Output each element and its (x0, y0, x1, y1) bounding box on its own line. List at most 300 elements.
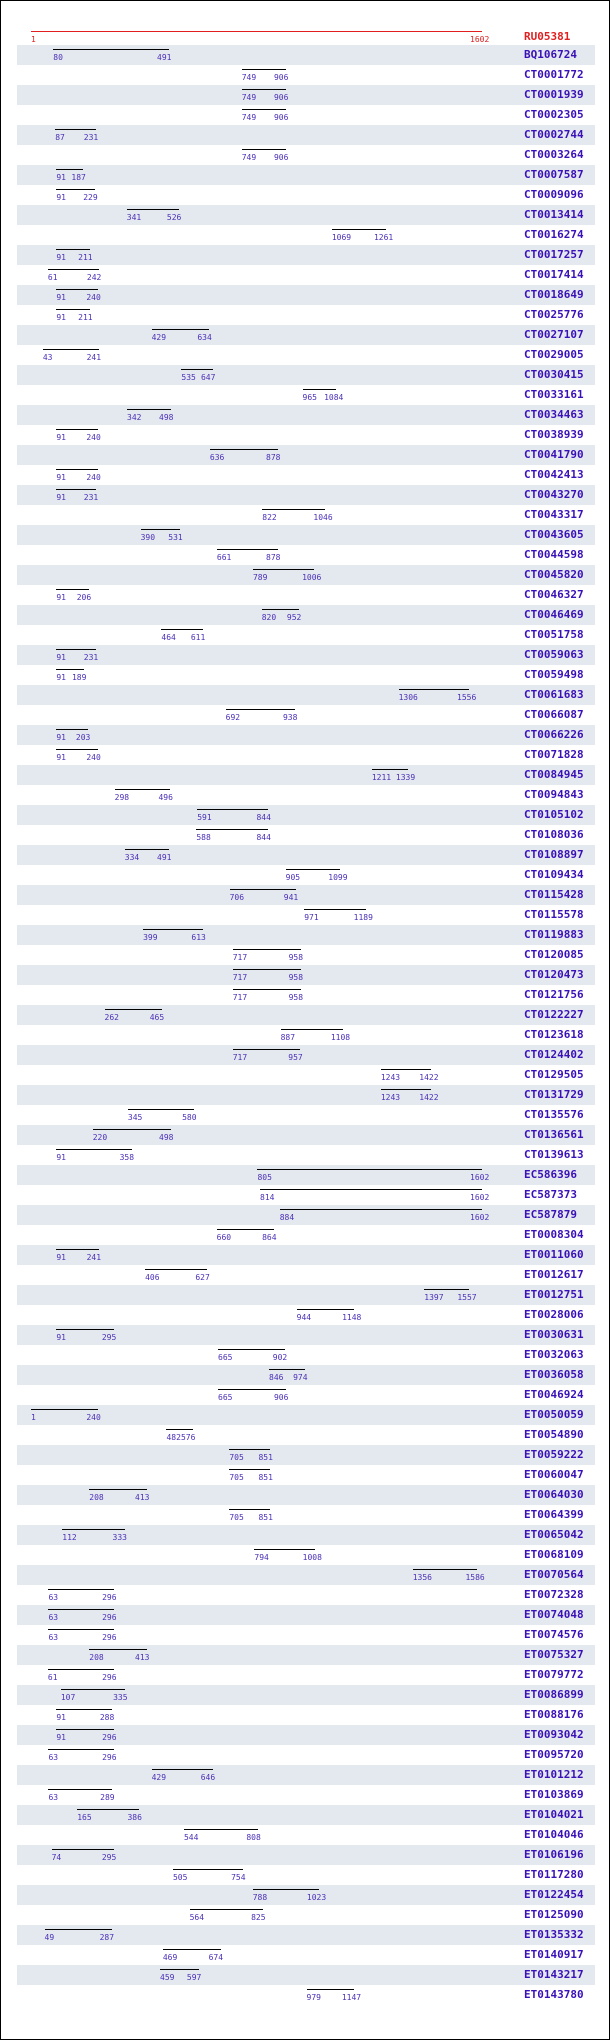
alignment-span-line (233, 949, 301, 950)
alignment-start-coordinate: 591 (197, 813, 212, 822)
accession-link[interactable]: CT0034463 (524, 408, 584, 421)
accession-link[interactable]: ET0106196 (524, 1848, 584, 1861)
alignment-start-coordinate: 469 (162, 1953, 178, 1962)
alignment-start-coordinate: 87 (55, 133, 65, 142)
accession-link[interactable]: ET0046924 (524, 1388, 584, 1401)
alignment-row (17, 1345, 595, 1365)
accession-link[interactable]: CT0115428 (524, 888, 584, 901)
alignment-row (17, 1465, 595, 1485)
accession-link[interactable]: CT0121756 (524, 988, 584, 1001)
accession-link[interactable]: ET0012751 (524, 1288, 584, 1301)
alignment-span-line (48, 1629, 114, 1630)
alignment-span-line (56, 289, 98, 290)
alignment-span-line (233, 1049, 301, 1050)
alignment-end-coordinate: 1084 (324, 393, 344, 402)
accession-link[interactable]: CT0044598 (524, 548, 584, 561)
alignment-span-line (125, 849, 169, 850)
alignment-span-line (145, 1269, 207, 1270)
alignment-row (17, 545, 595, 565)
alignment-span-line (93, 1129, 171, 1130)
alignment-row (17, 65, 595, 85)
alignment-end-coordinate: 1261 (373, 233, 394, 242)
accession-link[interactable]: ET0093042 (524, 1728, 584, 1741)
accession-link[interactable]: CT0042413 (524, 468, 584, 481)
accession-link[interactable]: ET0104021 (524, 1808, 584, 1821)
alignment-start-coordinate: 91 (56, 1733, 66, 1742)
alignment-row (17, 985, 595, 1005)
alignment-row (17, 845, 595, 865)
alignment-row (17, 405, 595, 425)
alignment-start-coordinate: 884 (279, 1213, 295, 1222)
alignment-span-line (56, 309, 90, 310)
accession-link[interactable]: CT0108897 (524, 848, 584, 861)
alignment-span-line (128, 1109, 194, 1110)
accession-link[interactable]: ET0086899 (524, 1688, 584, 1701)
alignment-end-coordinate: 335 (113, 1693, 128, 1702)
alignment-span-line (229, 1509, 270, 1510)
accession-link[interactable]: CT0002744 (524, 128, 584, 141)
accession-link[interactable]: ET0140917 (524, 1948, 584, 1961)
alignment-row (17, 1865, 595, 1885)
alignment-end-coordinate: 1147 (341, 1993, 362, 2002)
accession-link[interactable]: ET0032063 (524, 1348, 584, 1361)
accession-link[interactable]: CT0123618 (524, 1028, 584, 1041)
accession-link[interactable]: ET0070564 (524, 1568, 584, 1581)
alignment-end-coordinate: 938 (282, 713, 298, 722)
alignment-span-line (56, 189, 95, 190)
alignment-row (17, 1365, 595, 1385)
alignment-row (17, 465, 595, 485)
alignment-end-coordinate: 952 (286, 613, 302, 622)
alignment-end-coordinate: 878 (266, 553, 281, 562)
accession-link[interactable]: CT0051758 (524, 628, 584, 641)
alignment-row (17, 1685, 595, 1705)
alignment-row (17, 1145, 595, 1165)
accession-link[interactable]: CT0043317 (524, 508, 584, 521)
accession-link[interactable]: CT0027107 (524, 328, 584, 341)
alignment-start-coordinate: 564 (189, 1913, 205, 1922)
alignment-start-coordinate: 660 (216, 1233, 232, 1242)
alignment-row (17, 1605, 595, 1625)
accession-link[interactable]: ET0030631 (524, 1328, 584, 1341)
alignment-row (17, 285, 595, 305)
accession-link[interactable]: ET0008304 (524, 1228, 584, 1241)
accession-link[interactable]: CT0013414 (524, 208, 584, 221)
alignment-end-coordinate: 289 (100, 1793, 115, 1802)
alignment-row (17, 885, 595, 905)
alignment-end-coordinate: 242 (86, 273, 102, 282)
alignment-row (17, 165, 595, 185)
alignment-row (17, 1505, 595, 1525)
alignment-start-coordinate: 965 (302, 393, 317, 402)
alignment-row (17, 785, 595, 805)
alignment-span-line (269, 1369, 305, 1370)
alignment-span-line (217, 549, 278, 550)
alignment-end-coordinate: 906 (273, 1393, 289, 1402)
accession-link[interactable]: CT0139613 (524, 1148, 584, 1161)
accession-link[interactable]: ET0095720 (524, 1748, 584, 1761)
accession-link[interactable]: ET0104046 (524, 1828, 584, 1841)
alignment-start-coordinate: 74 (51, 1853, 62, 1862)
alignment-row (17, 525, 595, 545)
accession-link[interactable]: ET0101212 (524, 1768, 584, 1781)
accession-link[interactable]: CT0059063 (524, 648, 584, 661)
alignment-row (17, 1965, 595, 1985)
alignment-end-coordinate: 496 (158, 793, 173, 802)
accession-link[interactable]: CT0041790 (524, 448, 584, 461)
accession-link[interactable]: ET0143217 (524, 1968, 584, 1981)
alignment-start-coordinate: 971 (304, 913, 319, 922)
alignment-row (17, 945, 595, 965)
accession-link[interactable]: CT0124402 (524, 1048, 584, 1061)
alignment-span-line (56, 429, 98, 430)
alignment-row (17, 1125, 595, 1145)
alignment-end-coordinate: 902 (272, 1353, 288, 1362)
alignment-end-coordinate: 851 (258, 1513, 273, 1522)
alignment-start-coordinate: 341 (126, 213, 142, 222)
accession-link[interactable]: CT0029005 (524, 348, 584, 361)
alignment-start-coordinate: 91 (56, 253, 66, 262)
alignment-span-line (55, 129, 96, 130)
alignment-row (17, 965, 595, 985)
alignment-row (17, 105, 595, 125)
alignment-row (17, 125, 595, 145)
accession-link[interactable]: CT0017257 (524, 248, 584, 261)
accession-link[interactable]: ET0075327 (524, 1648, 584, 1661)
alignment-end-coordinate: 203 (75, 733, 91, 742)
alignment-start-coordinate: 345 (127, 1113, 143, 1122)
alignment-start-coordinate: 63 (48, 1753, 59, 1762)
alignment-row (17, 1625, 595, 1645)
reference-start-coordinate: 1 (31, 35, 36, 44)
alignment-span-line (372, 769, 408, 770)
alignment-span-line (48, 269, 99, 270)
alignment-start-coordinate: 91 (56, 1153, 66, 1162)
accession-link[interactable]: CT0120085 (524, 948, 584, 961)
alignment-row (17, 1705, 595, 1725)
alignment-start-coordinate: 61 (47, 1673, 58, 1682)
accession-link[interactable]: CT0119883 (524, 928, 584, 941)
alignment-start-coordinate: 91 (56, 593, 66, 602)
alignment-start-coordinate: 91 (56, 473, 66, 482)
alignment-span-line (160, 1969, 199, 1970)
alignment-row (17, 365, 595, 385)
alignment-span-line (56, 1249, 98, 1250)
alignment-end-coordinate: 240 (86, 1413, 101, 1422)
alignment-start-coordinate: 749 (241, 153, 257, 162)
alignment-row (17, 1765, 595, 1785)
accession-link[interactable]: CT0017414 (524, 268, 584, 281)
accession-link[interactable]: CT0136561 (524, 1128, 584, 1141)
alignment-start-coordinate: 788 (252, 1893, 268, 1902)
alignment-span-line (260, 1189, 482, 1190)
accession-link[interactable]: ET0068109 (524, 1548, 584, 1561)
accession-link[interactable]: ET0079772 (524, 1668, 584, 1681)
accession-link[interactable]: ET0088176 (524, 1708, 584, 1721)
alignment-start-coordinate: 342 (127, 413, 142, 422)
accession-link[interactable]: ET0036058 (524, 1368, 584, 1381)
alignment-span-line (56, 1709, 111, 1710)
accession-link[interactable]: CT0061683 (524, 688, 584, 701)
accession-link[interactable]: CT0094843 (524, 788, 584, 801)
alignment-row (17, 1785, 595, 1805)
accession-link[interactable]: ET0122454 (524, 1888, 584, 1901)
alignment-span-line (152, 329, 210, 330)
alignment-span-line (190, 1909, 264, 1910)
alignment-span-line (332, 229, 386, 230)
alignment-end-coordinate: 878 (266, 453, 281, 462)
accession-link[interactable]: ET0074576 (524, 1628, 584, 1641)
alignment-end-coordinate: 958 (288, 993, 304, 1002)
alignment-end-coordinate: 1108 (330, 1033, 351, 1042)
alignment-row (17, 1425, 595, 1445)
accession-link[interactable]: CT0071828 (524, 748, 584, 761)
alignment-end-coordinate: 333 (112, 1533, 127, 1542)
alignment-span-line (242, 69, 286, 70)
alignment-end-coordinate: 844 (256, 813, 271, 822)
alignment-end-coordinate: 1422 (419, 1073, 439, 1082)
alignment-span-line (242, 89, 286, 90)
alignment-span-line (56, 749, 98, 750)
alignment-start-coordinate: 505 (172, 1873, 188, 1882)
alignment-end-coordinate: 296 (102, 1753, 117, 1762)
alignment-start-coordinate: 1069 (331, 233, 352, 242)
alignment-span-line (254, 1549, 314, 1550)
alignment-span-line (48, 1789, 112, 1790)
accession-link[interactable]: CT0135576 (524, 1108, 584, 1121)
accession-link[interactable]: CT0003264 (524, 148, 584, 161)
alignment-end-coordinate: 1557 (457, 1293, 477, 1302)
alignment-start-coordinate: 406 (145, 1273, 160, 1282)
alignment-row (17, 1585, 595, 1605)
alignment-span-line (230, 889, 296, 890)
alignment-end-coordinate: 296 (102, 1613, 117, 1622)
alignment-start-coordinate: 220 (92, 1133, 108, 1142)
alignment-end-coordinate: 674 (208, 1953, 224, 1962)
alignment-start-coordinate: 544 (183, 1833, 199, 1842)
alignment-span-line (226, 709, 295, 710)
alignment-end-coordinate: 1189 (353, 913, 373, 922)
alignment-start-coordinate: 846 (269, 1373, 284, 1382)
alignment-span-line (197, 809, 268, 810)
accession-link[interactable]: CT0030415 (524, 368, 584, 381)
alignment-end-coordinate: 531 (168, 533, 183, 542)
alignment-span-line (257, 1169, 482, 1170)
accession-link[interactable]: ET0143780 (524, 1988, 584, 2001)
accession-link[interactable]: ET0028006 (524, 1308, 584, 1321)
accession-link[interactable]: CT0046469 (524, 608, 584, 621)
accession-link[interactable]: EC587373 (524, 1188, 577, 1201)
accession-link[interactable]: CT0043270 (524, 488, 584, 501)
alignment-end-coordinate: 864 (262, 1233, 277, 1242)
accession-link[interactable]: ET0103869 (524, 1788, 584, 1801)
alignment-start-coordinate: 749 (241, 113, 257, 122)
alignment-row (17, 685, 595, 705)
alignment-span-line (56, 669, 84, 670)
alignment-start-coordinate: 636 (209, 453, 225, 462)
alignment-start-coordinate: 717 (232, 1053, 248, 1062)
accession-link[interactable]: ET0059222 (524, 1448, 584, 1461)
accession-link[interactable]: CT0016274 (524, 228, 584, 241)
alignment-end-coordinate: 634 (197, 333, 212, 342)
alignment-start-coordinate: 705 (229, 1473, 244, 1482)
alignment-span-line (413, 1569, 478, 1570)
alignment-row (17, 1665, 595, 1685)
accession-link[interactable]: ET0117280 (524, 1868, 584, 1881)
alignment-row (17, 825, 595, 845)
alignment-row (17, 1985, 595, 2005)
alignment-span-line (127, 209, 179, 210)
alignment-start-coordinate: 91 (56, 293, 66, 302)
alignment-end-coordinate: 491 (157, 53, 172, 62)
alignment-end-coordinate: 240 (86, 473, 101, 482)
accession-link[interactable]: CT0109434 (524, 868, 584, 881)
accession-link[interactable]: CT0105102 (524, 808, 584, 821)
accession-link[interactable]: ET0054890 (524, 1428, 584, 1441)
alignment-end-coordinate: 231 (83, 653, 99, 662)
accession-link[interactable]: BQ106724 (524, 48, 577, 61)
accession-link[interactable]: CT0084945 (524, 768, 584, 781)
accession-link[interactable]: CT0059498 (524, 668, 584, 681)
accession-link[interactable]: CT0129505 (524, 1068, 584, 1081)
accession-link[interactable]: EC586396 (524, 1168, 577, 1181)
alignment-start-coordinate: 887 (280, 1033, 296, 1042)
alignment-start-coordinate: 814 (260, 1193, 275, 1202)
alignment-row (17, 245, 595, 265)
alignment-end-coordinate: 974 (293, 1373, 308, 1382)
alignment-start-coordinate: 794 (254, 1553, 269, 1562)
alignment-start-coordinate: 298 (114, 793, 130, 802)
alignment-span-line (56, 1729, 114, 1730)
alignment-span-line (381, 1069, 431, 1070)
alignment-start-coordinate: 262 (104, 1013, 119, 1022)
alignment-end-coordinate: 597 (186, 1973, 202, 1982)
alignment-row (17, 1745, 595, 1765)
alignment-span-line (217, 1229, 274, 1230)
accession-link[interactable]: ET0135332 (524, 1928, 584, 1941)
alignment-span-line (48, 1669, 114, 1670)
accession-link[interactable]: CT0001939 (524, 88, 584, 101)
alignment-start-coordinate: 91 (56, 493, 66, 502)
accession-link[interactable]: CT0038939 (524, 428, 584, 441)
alignment-end-coordinate: 844 (256, 833, 271, 842)
alignment-start-coordinate: 717 (232, 993, 248, 1002)
alignment-row (17, 765, 595, 785)
alignment-start-coordinate: 588 (196, 833, 211, 842)
alignment-row (17, 85, 595, 105)
accession-link[interactable]: ET0064030 (524, 1488, 584, 1501)
alignment-row (17, 305, 595, 325)
alignment-row (17, 445, 595, 465)
accession-link[interactable]: CT0120473 (524, 968, 584, 981)
alignment-row (17, 1245, 595, 1265)
alignment-start-coordinate: 905 (285, 873, 301, 882)
alignment-span-line (31, 1409, 98, 1410)
alignment-row (17, 345, 595, 365)
accession-link[interactable]: CT0025776 (524, 308, 584, 321)
accession-link[interactable]: CT0045820 (524, 568, 584, 581)
accession-link[interactable]: CT0046327 (524, 588, 584, 601)
accession-link[interactable]: CT0066087 (524, 708, 584, 721)
accession-link[interactable]: ET0012617 (524, 1268, 584, 1281)
alignment-row (17, 1045, 595, 1065)
alignment-span-line (304, 909, 365, 910)
alignment-span-line (56, 489, 95, 490)
accession-link[interactable]: ET0072328 (524, 1588, 584, 1601)
accession-link[interactable]: CT0009096 (524, 188, 584, 201)
alignment-row (17, 745, 595, 765)
alignment-row (17, 1805, 595, 1825)
alignment-start-coordinate: 705 (229, 1453, 244, 1462)
accession-link[interactable]: CT0018649 (524, 288, 584, 301)
alignment-start-coordinate: 107 (60, 1693, 76, 1702)
accession-link[interactable]: ET0074048 (524, 1608, 584, 1621)
alignment-start-coordinate: 482 (166, 1433, 181, 1442)
alignment-end-coordinate: 231 (83, 133, 99, 142)
alignment-row (17, 225, 595, 245)
alignment-end-coordinate: 580 (182, 1113, 197, 1122)
alignment-end-coordinate: 1602 (470, 1193, 490, 1202)
alignment-row (17, 1265, 595, 1285)
accession-link[interactable]: ET0011060 (524, 1248, 584, 1261)
accession-link[interactable]: CT0002305 (524, 108, 584, 121)
accession-link[interactable]: CT0007587 (524, 168, 584, 181)
alignment-start-coordinate: 165 (77, 1813, 92, 1822)
alignment-span-line (196, 829, 268, 830)
alignment-end-coordinate: 611 (190, 633, 206, 642)
accession-link[interactable]: ET0050059 (524, 1408, 584, 1421)
alignment-end-coordinate: 295 (101, 1853, 117, 1862)
alignment-end-coordinate: 1099 (328, 873, 348, 882)
accession-link[interactable]: EC587879 (524, 1208, 577, 1221)
alignment-end-coordinate: 958 (288, 973, 304, 982)
alignment-end-coordinate: 287 (99, 1933, 115, 1942)
alignment-span-line (218, 1349, 285, 1350)
alignment-row (17, 725, 595, 745)
accession-link[interactable]: CT0001772 (524, 68, 584, 81)
accession-link[interactable]: CT0043605 (524, 528, 584, 541)
alignment-span-line (218, 1389, 286, 1390)
alignment-span-line (56, 589, 88, 590)
alignment-end-coordinate: 957 (288, 1053, 303, 1062)
accession-link[interactable]: CT0131729 (524, 1088, 584, 1101)
accession-link[interactable]: ET0065042 (524, 1528, 584, 1541)
accession-link[interactable]: ET0060047 (524, 1468, 584, 1481)
alignment-end-coordinate: 906 (273, 153, 289, 162)
accession-link[interactable]: ET0125090 (524, 1908, 584, 1921)
alignment-end-coordinate: 240 (86, 433, 101, 442)
accession-link[interactable]: CT0066226 (524, 728, 584, 741)
alignment-end-coordinate: 1602 (470, 1213, 490, 1222)
alignment-end-coordinate: 413 (135, 1653, 150, 1662)
alignment-end-coordinate: 296 (102, 1733, 117, 1742)
accession-link[interactable]: CT0122227 (524, 1008, 584, 1021)
alignment-end-coordinate: 206 (76, 593, 92, 602)
accession-link[interactable]: CT0033161 (524, 388, 584, 401)
alignment-start-coordinate: 706 (229, 893, 245, 902)
alignment-end-coordinate: 576 (180, 1433, 196, 1442)
alignment-span-line (48, 1609, 114, 1610)
alignment-end-coordinate: 646 (200, 1773, 216, 1782)
reference-accession-label: RU05381 (524, 30, 571, 43)
alignment-span-line (56, 729, 88, 730)
alignment-span-line (303, 389, 337, 390)
accession-link[interactable]: CT0115578 (524, 908, 584, 921)
accession-link[interactable]: CT0108036 (524, 828, 584, 841)
alignment-span-line (381, 1089, 431, 1090)
accession-link[interactable]: ET0064399 (524, 1508, 584, 1521)
alignment-start-coordinate: 1356 (412, 1573, 432, 1582)
